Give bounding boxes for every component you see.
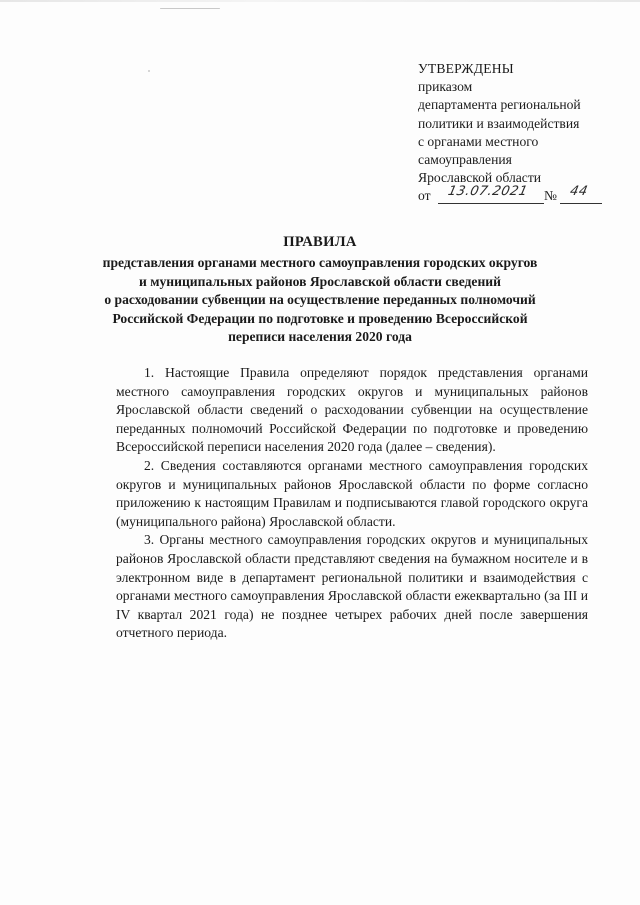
scan-edge [0,0,640,2]
approval-line: приказом [418,79,473,95]
subtitle-line: и муниципальных районов Ярославской области сведений [139,273,501,289]
approval-line: Ярославской области [418,170,542,186]
subtitle-line: Российской Федерации по подготовке и проведению Всероссийской [112,310,528,326]
document-subtitle [80,254,560,347]
date-handwritten: 13.07.2021 [446,184,530,200]
date-number-row [418,184,618,207]
approval-line: самоуправления [418,152,512,168]
document-title: ПРАВИЛА [283,234,357,250]
rule-paragraph-2: 2. Сведения составляются органами местного самоуправления городских округов и муниципальных районов Ярославской области по форме согласно приложению к настоящим Правилам и подписываются главой городского округа (муниципального района) Ярославской области. [116,457,588,529]
subtitle-line: переписи населения 2020 года [228,329,412,345]
approval-block [418,60,618,207]
date-label: от [418,188,431,204]
approval-title: УТВЕРЖДЕНЫ [418,61,514,76]
scan-speck [160,8,220,9]
number-label: № [544,188,557,204]
approval-line: политики и взаимодействия [418,115,580,131]
rule-paragraph-3: 3. Органы местного самоуправления городских округов и муниципальных районов Ярославской области представляют сведения на бумажном носителе и в электронном виде в департамент региональной политики и взаимодействия с органами местного самоуправления Ярославской области ежеквартально (за III и IV квартал 2021 года) не позднее четырех рабочих дней после завершения отчетного периода. [116,532,588,641]
rules-body [116,364,588,643]
subtitle-line: о расходовании субвенции на осуществление переданных полномочий [104,292,536,308]
approval-line: с органами местного [418,133,539,149]
number-handwritten: 44 [568,184,590,200]
subtitle-line: представления органами местного самоуправления городских округов [102,255,538,270]
rule-paragraph-1: 1. Настоящие Правила определяют порядок представления органами местного самоуправления городских округов и муниципальных районов Ярославской области сведений о расходовании субвенции на осуществление переданных полномочий Российской Федерации по подготовке и проведению Всероссийской переписи населения 2020 года (далее – сведения). [116,365,588,455]
scan-speck [148,70,150,72]
date-underline [438,203,544,204]
number-underline [560,203,602,204]
approval-line: департамента региональной [418,97,581,113]
